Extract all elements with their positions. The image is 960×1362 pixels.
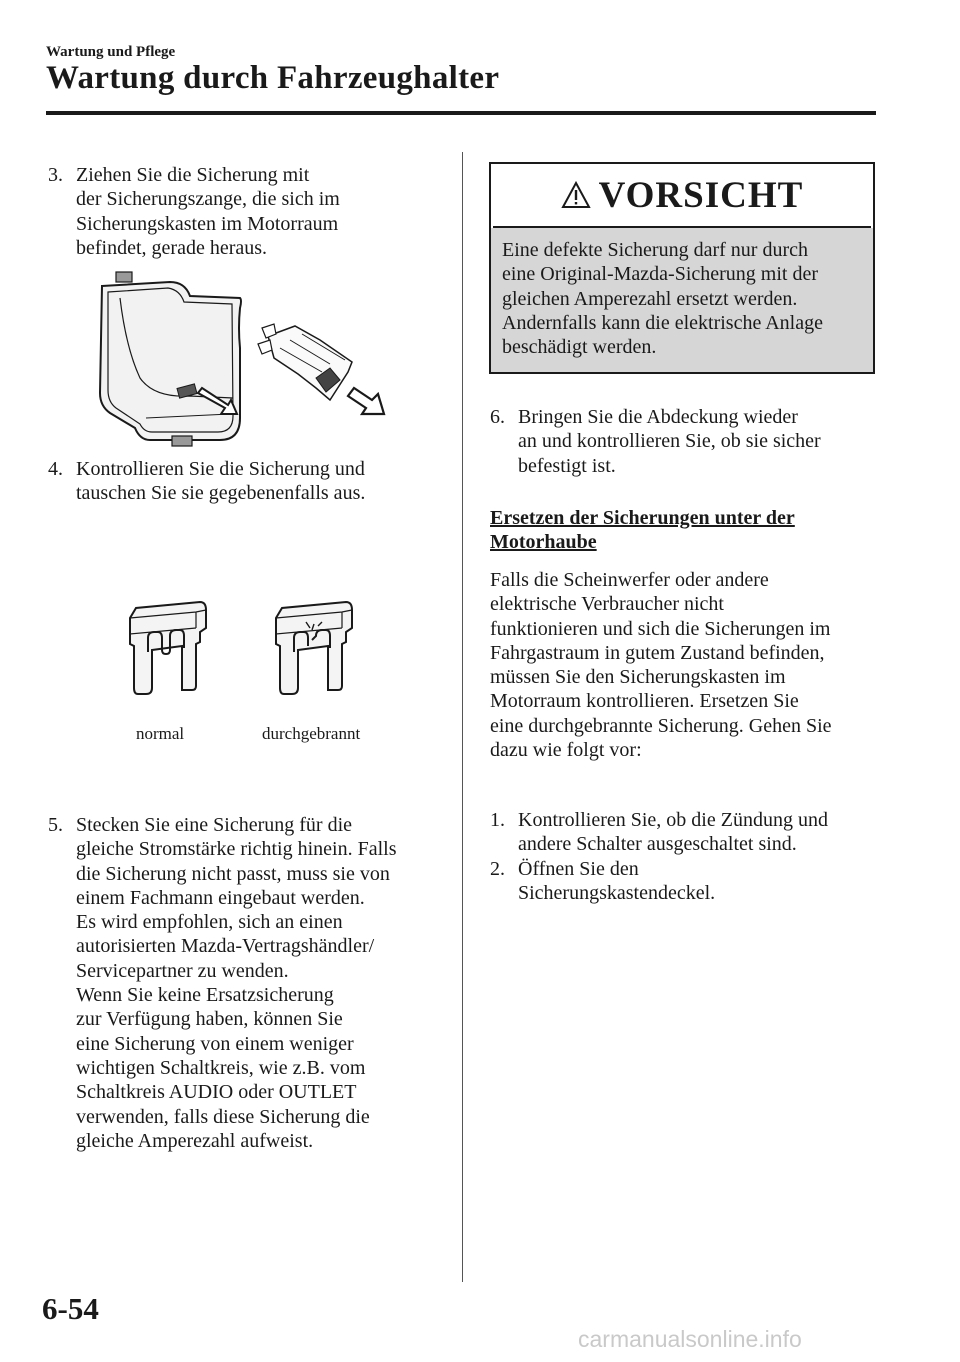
fuse-removal-illustration	[90, 268, 400, 450]
caption-blown: durchgebrannt	[262, 724, 361, 743]
page-title: Wartung durch Fahrzeughalter	[46, 60, 500, 96]
step-5	[48, 813, 397, 1153]
step-number: 5.	[48, 814, 63, 836]
caption-normal: normal	[136, 724, 185, 743]
warning-triangle-icon	[561, 181, 591, 209]
subheading: Ersetzen der Sicherungen unter der Motorhaube	[490, 507, 795, 554]
step-text: Kontrollieren Sie die Sicherung und tauschen Sie sie gegebenenfalls aus.	[76, 458, 366, 505]
step-2	[490, 857, 715, 906]
page-number: 6-54	[42, 1291, 99, 1326]
step-text: Stecken Sie eine Sicherung für die gleiche Stromstärke richtig hinein. Falls die Sicherung nicht passt, muss sie von einem Fachmann eingebaut werden. Es wird empfohlen, sich an einen autorisierten Mazda-Vertragshändler/ Servicepartner zu wenden. Wenn Sie keine Ersatzsicherung zur Verfügung haben, können Sie eine Sicherung von einem weniger wichtigen Schaltkreis, wie z.B. vom Schaltkreis AUDIO oder OUTLET verwenden, falls diese Sicherung die gleiche Amperezahl aufweist.	[76, 814, 397, 1152]
section-label: Wartung und Pflege	[46, 44, 176, 60]
caution-header	[493, 166, 871, 228]
caution-text: Eine defekte Sicherung darf nur durch eine Original-Mazda-Sicherung mit der gleichen Amperezahl ersetzt werden. Andernfalls kann die elektrische Anlage beschädigt werden.	[491, 228, 873, 372]
watermark[interactable]: carmanualsonline.info	[578, 1326, 802, 1352]
step-1	[490, 808, 828, 857]
step-text: Öffnen Sie den Sicherungskastendeckel.	[518, 858, 716, 905]
step-number: 3.	[48, 164, 63, 186]
step-text: Kontrollieren Sie, ob die Zündung und andere Schalter ausgeschaltet sind.	[518, 809, 828, 856]
step-number: 4.	[48, 458, 63, 480]
step-3	[48, 163, 340, 260]
step-text: Ziehen Sie die Sicherung mit der Sicherungszange, die sich im Sicherungskasten im Motorraum befindet, gerade heraus.	[76, 164, 340, 259]
step-text: Bringen Sie die Abdeckung wieder an und kontrollieren Sie, ob sie sicher befestigt ist.	[518, 406, 821, 477]
heading-rule	[46, 111, 876, 115]
intro-paragraph: Falls die Scheinwerfer oder andere elektrische Verbraucher nicht funktionieren und sich die Sicherungen im Fahrgastraum in gutem Zustand befinden, müssen Sie den Sicherungskasten im Motorraum kontrollieren. Ersetzen Sie eine durchgebrannte Sicherung. Gehen Sie dazu wie folgt vor:	[490, 569, 832, 762]
fuse-blown-icon	[266, 598, 356, 696]
step-number: 2.	[490, 858, 505, 880]
step-6	[490, 405, 821, 478]
step-number: 6.	[490, 406, 505, 428]
column-divider	[462, 152, 463, 1282]
step-number: 1.	[490, 809, 505, 831]
caution-title: VORSICHT	[598, 175, 804, 216]
caution-box	[489, 162, 875, 374]
step-4	[48, 457, 365, 506]
fuse-normal-icon	[120, 598, 210, 696]
